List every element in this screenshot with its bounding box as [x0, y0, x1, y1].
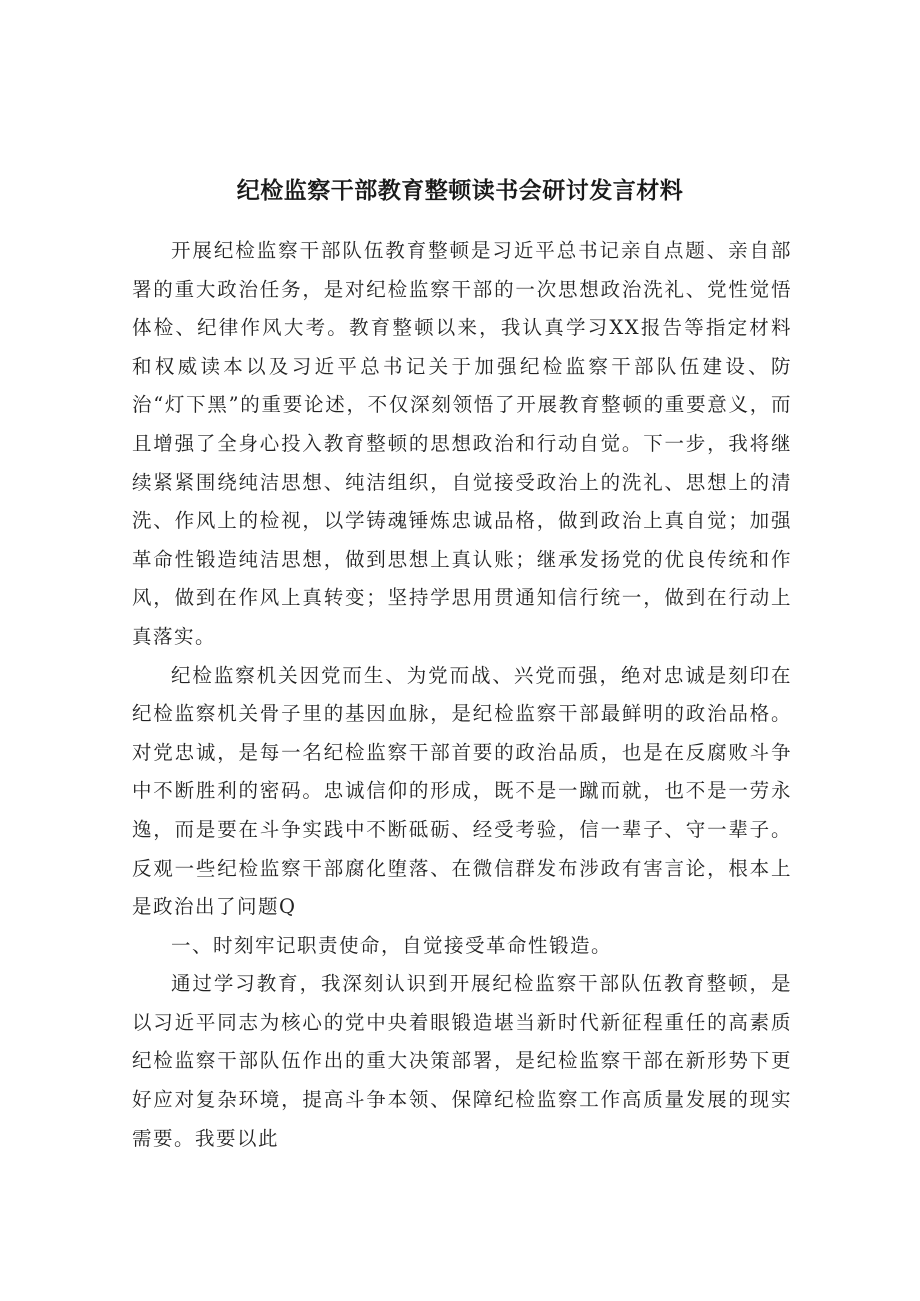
paragraph-intro: 开展纪检监察干部队伍教育整顿是习近平总书记亲自点题、亲自部署的重大政治任务，是对纪检监察干部的一次思想政治洗礼、党性觉悟体检、纪律作风大考。教育整顿以来，我认真学习XX报告等指定材料和权威读本以及习近平总书记关于加强纪检监察干部队伍建设、防治“灯下黑”的重要论述，不仅深刻领悟了开展教育整顿的重要意义，而且增强了全身心投入教育整顿的思想政治和行动自觉。下一步，我将继续紧紧围绕纯洁思想、纯洁组织，自觉接受政治上的洗礼、思想上的清洗、作风上的检视，以学铸魂锤炼忠诚品格，做到政治上真自觉；加强革命性锻造纯洁思想，做到思想上真认账；继承发扬党的优良传统和作风，做到在作风上真转变；坚持学思用贯通知信行统一，做到在行动上真落实。: [132, 239, 792, 648]
section-heading-1: 一、时刻牢记职责使命，自觉接受革命性锻造。: [171, 933, 613, 957]
paragraph-study: 通过学习教育，我深刻认识到开展纪检监察干部队伍教育整顿，是以习近平同志为核心的党中央着眼锻造堪当新时代新征程重任的高素质纪检监察干部队伍作出的重大决策部署，是纪检监察干部在新形势下更好应对复杂环境，提高斗争本领、保障纪检监察工作高质量发展的现实需要。我要以此: [132, 972, 792, 1150]
paragraph-loyalty: 纪检监察机关因党而生、为党而战、兴党而强，绝对忠诚是刻印在纪检监察机关骨子里的基因血脉，是纪检监察干部最鲜明的政治品格。对党忠诚，是每一名纪检监察干部首要的政治品质，也是在反腐败斗争中不断胜利的密码。忠诚信仰的形成，既不是一蹴而就，也不是一劳永逸，而是要在斗争实践中不断砥砺、经受考验，信一辈子、守一辈子。反观一些纪检监察干部腐化堕落、在微信群发布涉政有害言论，根本上是政治出了问题Q: [132, 663, 792, 919]
document-title: 纪检监察干部教育整顿读书会研讨发言材料: [236, 178, 684, 204]
document-body: [132, 232, 792, 1158]
